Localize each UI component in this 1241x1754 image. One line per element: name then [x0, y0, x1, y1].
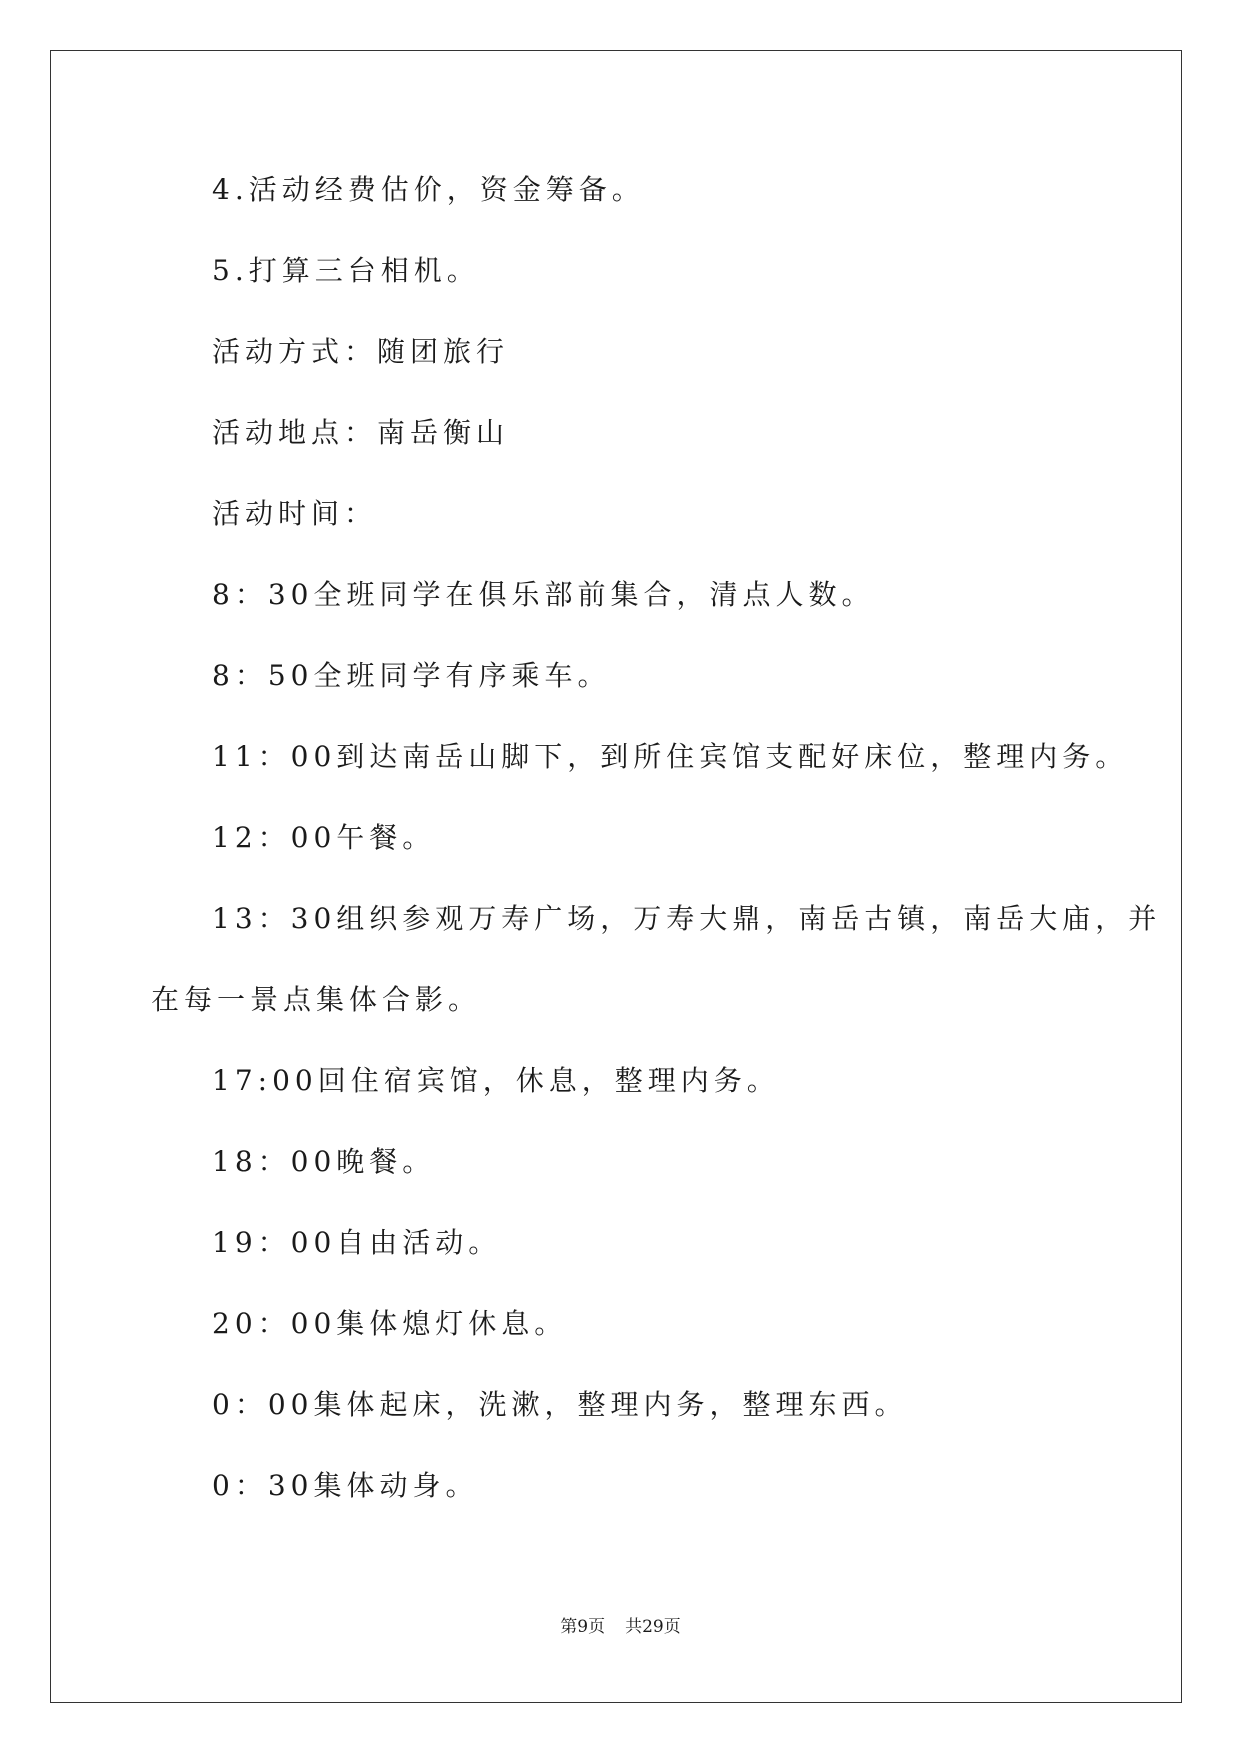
paragraph: 4.活动经费估价，资金筹备。 [212, 173, 645, 206]
paragraph: 20：00集体熄灯休息。 [212, 1307, 568, 1340]
paragraph: 活动地点：南岳衡山 [212, 416, 510, 449]
paragraph: 12：00午餐。 [212, 821, 436, 854]
paragraph: 8：30全班同学在俱乐部前集合，清点人数。 [212, 578, 875, 611]
paragraph: 活动时间： [212, 497, 378, 530]
paragraph: 13：30组织参观万寿广场，万寿大鼎，南岳古镇，南岳大庙，并 [212, 902, 1162, 935]
page-footer [0, 1612, 1241, 1637]
paragraph: 19：00自由活动。 [212, 1226, 502, 1259]
paragraph-continuation: 在每一景点集体合影。 [151, 983, 482, 1016]
paragraph: 5.打算三台相机。 [212, 254, 480, 287]
paragraph: 0：30集体动身。 [212, 1469, 479, 1502]
page-number: 第9页 [560, 1617, 606, 1637]
page-total: 共29页 [625, 1617, 681, 1637]
paragraph: 活动方式：随团旅行 [212, 335, 510, 368]
paragraph: 18：00晚餐。 [212, 1145, 436, 1178]
paragraph: 11：00到达南岳山脚下，到所住宾馆支配好床位，整理内务。 [212, 740, 1129, 773]
paragraph: 8：50全班同学有序乘车。 [212, 659, 611, 692]
paragraph: 17:00回住宿宾馆，休息，整理内务。 [212, 1064, 780, 1097]
paragraph: 0：00集体起床，洗漱，整理内务，整理东西。 [212, 1388, 908, 1421]
page-border [50, 50, 1182, 1703]
